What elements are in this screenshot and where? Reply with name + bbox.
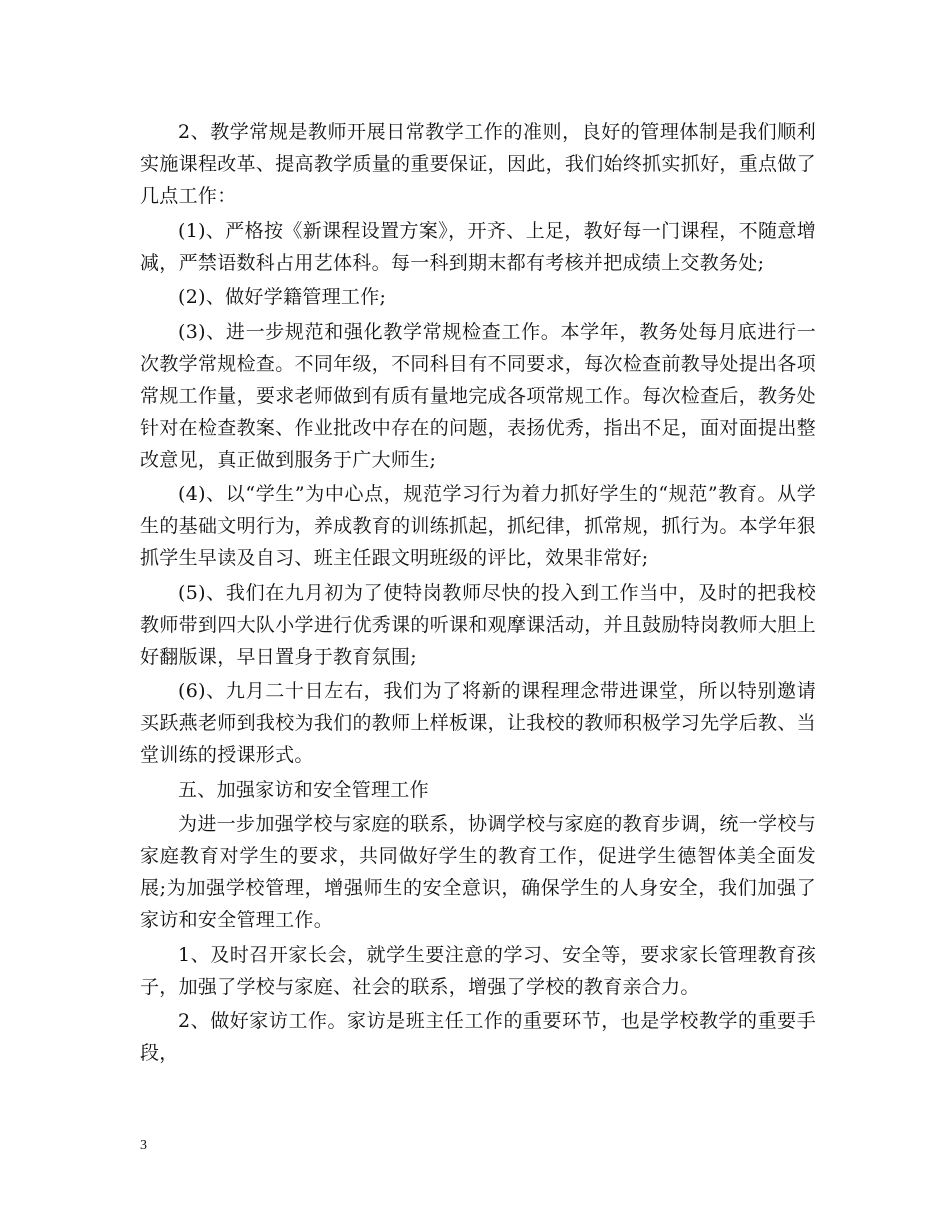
- paragraph-item-1-curriculum: (1)、严格按《新课程设置方案》，开齐、上足，教好每一门课程，不随意增减，严禁语数科占用艺体科。每一科到期末都有考核并把成绩上交教务处;: [140, 219, 816, 274]
- paragraph-item-6-model-lesson: (6)、九月二十日左右，我们为了将新的课程理念带进课堂，所以特别邀请买跃燕老师到我校为我们的教师上样板课，让我校的教师积极学习先学后教、当堂训练的授课形式。: [140, 680, 816, 766]
- paragraph-teaching-routine-intro: 2、教学常规是教师开展日常教学工作的准则，良好的管理体制是我们顺利实施课程改革、提高教学质量的重要保证，因此，我们始终抓实抓好，重点做了几点工作：: [140, 121, 816, 207]
- paragraph-home-visit-work: 2、做好家访工作。家访是班主任工作的重要环节，也是学校教学的重要手段，: [140, 1010, 816, 1064]
- page-number: 3: [140, 1138, 147, 1153]
- paragraph-home-school-intro: 为进一步加强学校与家庭的联系，协调学校与家庭的教育步调，统一学校与家庭教育对学生的要求，共同做好学生的教育工作，促进学生德智体美全面发展;为加强学校管理，增强师生的安全意识，确保学生的人身安全，我们加强了家访和安全管理工作。: [140, 813, 816, 931]
- paragraph-item-4-student-conduct: (4)、以“学生”为中心点，规范学习行为着力抓好学生的“规范”教育。从学生的基础文明行为，养成教育的训练抓起，抓纪律，抓常规，抓行为。本学年狠抓学生早读及自习、班主任跟文明班级的评比，效果非常好;: [140, 483, 816, 569]
- section-heading-home-visits-safety: 五、加强家访和安全管理工作: [178, 778, 429, 801]
- paragraph-item-2-student-records: (2)、做好学籍管理工作;: [178, 286, 387, 308]
- document-body: [140, 116, 816, 1072]
- paragraph-parent-meeting: 1、及时召开家长会，就学生要注意的学习、安全等，要求家长管理教育孩子，加强了学校与家庭、社会的联系，增强了学校的教育亲合力。: [140, 943, 816, 998]
- paragraph-item-5-teacher-observation: (5)、我们在九月初为了使特岗教师尽快的投入到工作当中，及时的把我校教师带到四大队小学进行优秀课的听课和观摩课活动，并且鼓励特岗教师大胆上好翻版课，早日置身于教育氛围;: [140, 581, 816, 668]
- paragraph-item-3-routine-inspection: (3)、进一步规范和强化教学常规检查工作。本学年，教务处每月底进行一次教学常规检查。不同年级，不同科目有不同要求，每次检查前教导处提出各项常规工作量，要求老师做到有质有量地完成各项常规工作。每次检查后，教务处针对在检查教案、作业批改中存在的问题，表扬优秀，指出不足，面对面提出整改意见，真正做到服务于广大师生;: [140, 320, 816, 471]
